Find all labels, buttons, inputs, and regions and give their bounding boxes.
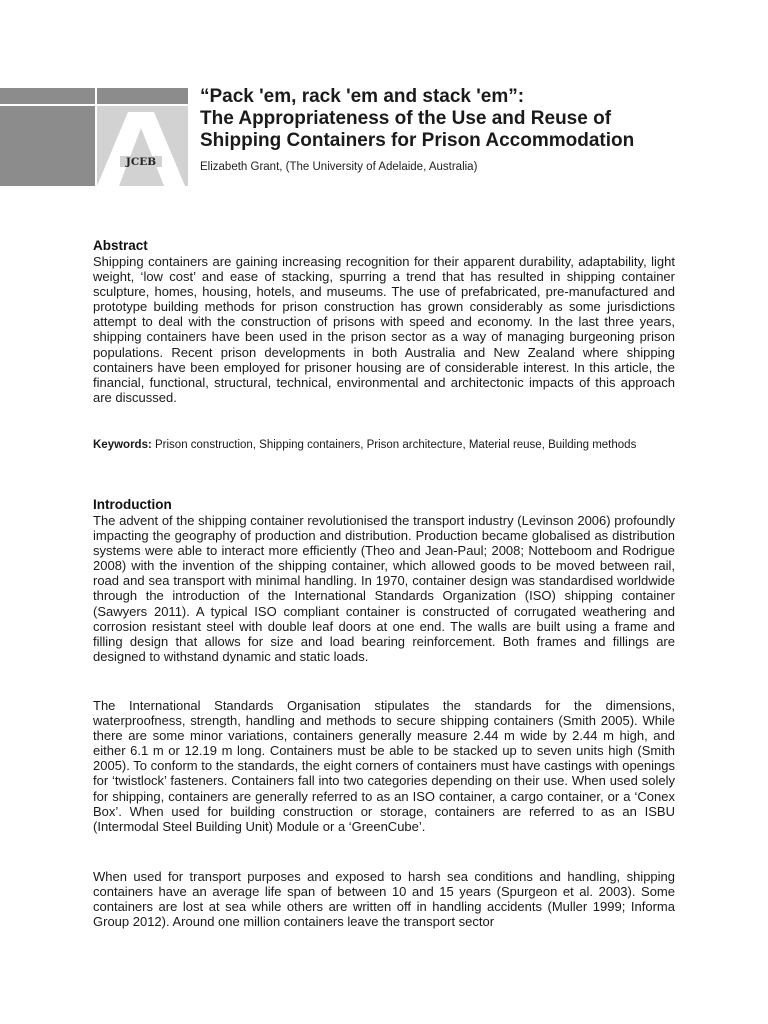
logo-text: JCEB xyxy=(125,156,157,168)
keywords-label: Keywords: xyxy=(93,439,152,451)
logo-band-right xyxy=(97,88,188,104)
logo-block-left xyxy=(0,106,95,186)
title-line-3: Shipping Containers for Prison Accommodation xyxy=(200,130,635,151)
introduction-heading: Introduction xyxy=(93,497,172,512)
keywords-text: Prison construction, Shipping containers, Prison architecture, Material reuse, Building methods xyxy=(151,439,637,451)
logo-band-left xyxy=(0,88,95,104)
introduction-paragraph-3: When used for transport purposes and exposed to harsh sea conditions and handling, shipping containers have an average life span of between 10 and 15 years (Spurgeon et al. 2003). Some containers are lost at sea while others are written off in handling accidents (Muller 1999; Informa Group 2012). Around one million containers leave the transport sector xyxy=(93,869,675,930)
title-line-1: “Pack 'em, rack 'em and stack 'em”: xyxy=(200,86,525,107)
introduction-paragraph-3-block xyxy=(93,869,675,929)
introduction-paragraph-1: The advent of the shipping container revolutionised the transport industry (Levinson 2006) profoundly impacting the geography of production and distribution. Production became globalised as distribution systems were able to interact more efficiently (Theo and Jean-Paul; 2008; Notteboom and Rodrigue 2008) with the invention of the shipping container, which allowed goods to be moved between rail, road and sea transport with minimal handling. In 1970, container design was standardised worldwide through the introduction of the International Standards Organization (ISO) shipping container (Sawyers 2011). A typical ISO compliant container is constructed of corrugated weathering and corrosion resistant steel with double leaf doors at one end. The walls are built using a frame and filling design that allows for size and load bearing reinforcement. Both frames and fillings are designed to withstand dynamic and static loads. xyxy=(93,513,675,664)
abstract-text: Shipping containers are gaining increasing recognition for their apparent durability, adaptability, light weight, ‘low cost’ and ease of stacking, spurring a trend that has resulted in shipping container sculpture, homes, housing, hotels, and museums. The use of prefabricated, pre-manufactured and prototype building methods for prison construction has grown considerably as some jurisdictions attempt to deal with the construction of prisons with speed and economy. In the last three years, shipping containers have been used in the prison sector as a way of managing burgeoning prison populations. Recent prison developments in both Australia and New Zealand where shipping containers have been employed for prisoner housing are of considerable interest. In this article, the financial, functional, structural, technical, environmental and architectonic impacts of this approach are discussed. xyxy=(93,254,675,405)
author-line: Elizabeth Grant, (The University of Adelaide, Australia) xyxy=(200,161,478,173)
abstract-section xyxy=(93,238,675,405)
title-line-2: The Appropriateness of the Use and Reuse of xyxy=(200,108,612,129)
title-block xyxy=(200,86,680,173)
journal-logo xyxy=(0,0,192,192)
abstract-heading: Abstract xyxy=(93,238,148,253)
introduction-section xyxy=(93,497,675,664)
introduction-paragraph-2: The International Standards Organisation stipulates the standards for the dimensions, waterproofness, strength, handling and methods to secure shipping containers (Smith 2005). While there are some minor variations, containers generally measure 2.44 m wide by 2.44 m high, and either 6.1 m or 12.19 m long. Containers must be able to be stacked up to seven units high (Smith 2005). To conform to the standards, the eight corners of containers must have castings with openings for ‘twistlock’ fasteners. Containers fall into two categories depending on their use. When used solely for shipping, containers are generally referred to as an ISO container, a cargo container, or a ‘Conex Box’. When used for building construction or storage, containers are referred to as an ISBU (Intermodal Steel Building Unit) Module or a ‘GreenCube’. xyxy=(93,698,675,834)
keywords xyxy=(93,438,675,453)
introduction-paragraph-2-block xyxy=(93,698,675,834)
